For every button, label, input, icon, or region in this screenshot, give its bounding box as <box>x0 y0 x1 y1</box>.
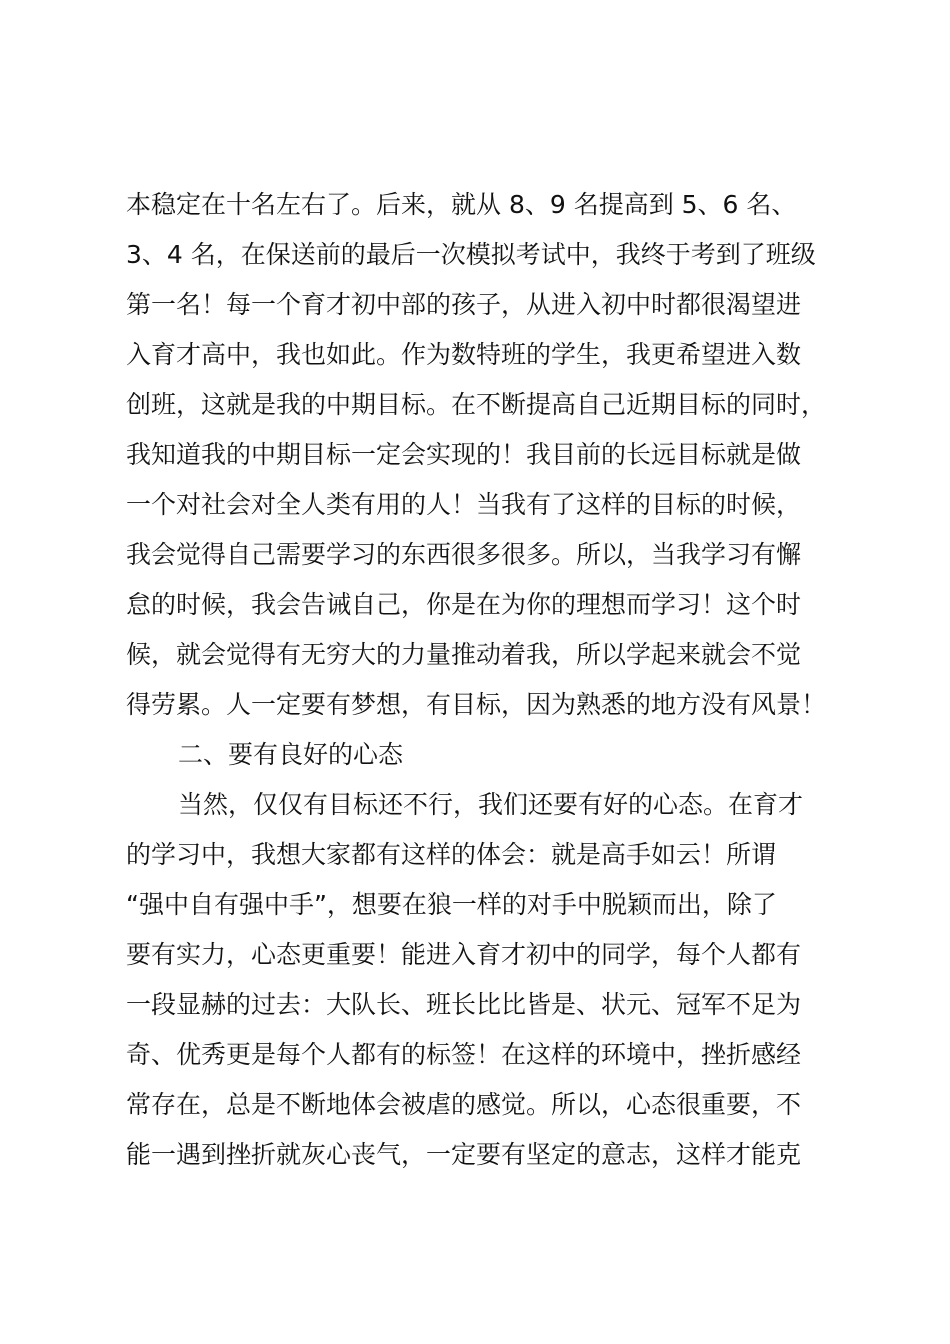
text-line: 要有实力，心态更重要！能进入育才初中的同学，每个人都有 <box>126 940 802 969</box>
text-line: 本稳定在十名左右了。后来，就从 8、9 名提高到 5、6 名、 <box>126 190 797 219</box>
body-text <box>126 180 846 1180</box>
text-line: 创班，这就是我的中期目标。在不断提高自己近期目标的同时， <box>126 390 827 419</box>
text-line: 我知道我的中期目标一定会实现的！我目前的长远目标就是做 <box>126 440 802 469</box>
text-line: 第一名！每一个育才初中部的孩子，从进入初中时都很渴望进 <box>126 290 802 319</box>
text-line: 奇、优秀更是每个人都有的标签！在这样的环境中，挫折感经 <box>126 1040 802 1069</box>
text-line: 入育才高中，我也如此。作为数特班的学生，我更希望进入数 <box>126 340 802 369</box>
text-line: 一段显赫的过去：大队长、班长比比皆是、状元、冠军不足为 <box>126 990 802 1019</box>
text-line: 当然，仅仅有目标还不行，我们还要有好的心态。在育才 <box>178 790 804 819</box>
text-line: 一个对社会对全人类有用的人！当我有了这样的目标的时候， <box>126 490 802 519</box>
text-line: 能一遇到挫折就灰心丧气，一定要有坚定的意志，这样才能克 <box>126 1140 802 1169</box>
text-line: 得劳累。人一定要有梦想，有目标，因为熟悉的地方没有风景！ <box>126 690 827 719</box>
text-line: “强中自有强中手”，想要在狼一样的对手中脱颖而出，除了 <box>126 890 777 919</box>
section-heading: 二、要有良好的心态 <box>178 740 404 769</box>
text-line: 我会觉得自己需要学习的东西很多很多。所以，当我学习有懈 <box>126 540 802 569</box>
text-line: 3、4 名，在保送前的最后一次模拟考试中，我终于考到了班级 <box>126 240 816 269</box>
text-line: 的学习中，我想大家都有这样的体会：就是高手如云！所谓 <box>126 840 777 869</box>
text-line: 候，就会觉得有无穷大的力量推动着我，所以学起来就会不觉 <box>126 640 802 669</box>
text-line: 常存在，总是不断地体会被虐的感觉。所以，心态很重要，不 <box>126 1090 802 1119</box>
text-line: 怠的时候，我会告诫自己，你是在为你的理想而学习！这个时 <box>126 590 802 619</box>
